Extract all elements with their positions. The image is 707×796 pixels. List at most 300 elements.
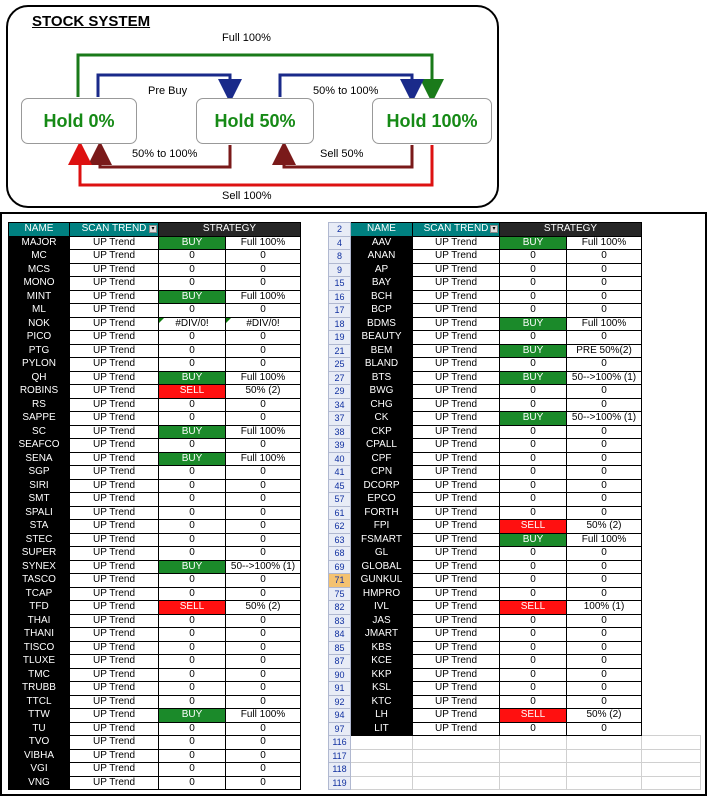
scan-trend-cell[interactable]: UP Trend [413,587,500,601]
scan-trend-cell[interactable]: UP Trend [70,695,159,709]
scan-trend-cell[interactable]: UP Trend [413,466,500,480]
strategy-cell[interactable]: 0 [226,763,301,777]
signal-cell[interactable]: 0 [159,641,226,655]
row-number[interactable]: 87 [329,655,351,669]
empty-cell[interactable] [413,763,500,777]
stock-name[interactable]: BWG [351,385,413,399]
signal-cell[interactable]: 0 [159,250,226,264]
scan-trend-cell[interactable]: UP Trend [413,344,500,358]
stock-name[interactable]: TTW [9,709,70,723]
row-number[interactable]: 4 [329,236,351,250]
signal-cell[interactable]: BUY [500,236,567,250]
signal-cell[interactable]: BUY [159,452,226,466]
empty-cell[interactable] [642,277,701,291]
signal-cell[interactable]: 0 [159,628,226,642]
empty-cell[interactable] [642,560,701,574]
scan-trend-cell[interactable]: UP Trend [413,520,500,534]
signal-cell[interactable]: 0 [500,668,567,682]
signal-cell[interactable]: SELL [159,385,226,399]
strategy-cell[interactable]: 0 [567,614,642,628]
strategy-cell[interactable]: 0 [226,398,301,412]
strategy-cell[interactable]: 0 [567,506,642,520]
strategy-cell[interactable]: 0 [226,749,301,763]
strategy-cell[interactable]: Full 100% [226,290,301,304]
stock-name[interactable]: LH [351,709,413,723]
stock-name[interactable]: SPALI [9,506,70,520]
stock-name[interactable]: BAY [351,277,413,291]
empty-cell[interactable] [642,655,701,669]
signal-cell[interactable]: 0 [500,385,567,399]
scan-trend-cell[interactable]: UP Trend [70,506,159,520]
signal-cell[interactable]: BUY [500,412,567,426]
scan-trend-cell[interactable]: UP Trend [413,506,500,520]
scan-trend-cell[interactable]: UP Trend [413,493,500,507]
empty-cell[interactable] [500,736,567,750]
stock-name[interactable]: TU [9,722,70,736]
signal-cell[interactable]: BUY [500,533,567,547]
strategy-cell[interactable]: PRE 50%(2) [567,344,642,358]
stock-name[interactable]: SIRI [9,479,70,493]
stock-name[interactable]: ANAN [351,250,413,264]
scan-trend-cell[interactable]: UP Trend [413,304,500,318]
strategy-cell[interactable]: 0 [567,641,642,655]
stock-name[interactable]: KKP [351,668,413,682]
row-number[interactable]: 117 [329,749,351,763]
scan-trend-cell[interactable]: UP Trend [70,763,159,777]
signal-cell[interactable]: BUY [159,236,226,250]
signal-cell[interactable]: 0 [159,466,226,480]
stock-name[interactable]: MCS [9,263,70,277]
signal-cell[interactable]: SELL [500,520,567,534]
signal-cell[interactable]: 0 [159,574,226,588]
signal-cell[interactable]: BUY [500,344,567,358]
stock-name[interactable]: KTC [351,695,413,709]
scan-trend-cell[interactable]: UP Trend [413,331,500,345]
strategy-cell[interactable]: 0 [226,574,301,588]
scan-trend-cell[interactable]: UP Trend [70,601,159,615]
empty-cell[interactable] [413,749,500,763]
scan-trend-cell[interactable]: UP Trend [70,236,159,250]
signal-cell[interactable]: 0 [159,547,226,561]
empty-cell[interactable] [642,290,701,304]
stock-name[interactable]: MONO [9,277,70,291]
strategy-cell[interactable]: 50% (2) [226,601,301,615]
scan-trend-cell[interactable]: UP Trend [70,776,159,790]
scan-trend-cell[interactable]: UP Trend [413,317,500,331]
scan-trend-cell[interactable]: UP Trend [70,412,159,426]
scan-trend-cell[interactable]: UP Trend [70,479,159,493]
scan-trend-cell[interactable]: UP Trend [70,398,159,412]
scan-trend-cell[interactable]: UP Trend [413,425,500,439]
empty-cell[interactable] [642,668,701,682]
stock-name[interactable]: SGP [9,466,70,480]
empty-cell[interactable] [642,682,701,696]
strategy-cell[interactable]: Full 100% [567,236,642,250]
stock-name[interactable]: TASCO [9,574,70,588]
signal-cell[interactable]: 0 [500,304,567,318]
strategy-cell[interactable]: 0 [567,250,642,264]
signal-cell[interactable]: 0 [500,277,567,291]
scan-trend-cell[interactable]: UP Trend [413,560,500,574]
row-number[interactable]: 17 [329,304,351,318]
empty-cell[interactable] [642,520,701,534]
row-number[interactable]: 8 [329,250,351,264]
scan-trend-cell[interactable]: UP Trend [413,682,500,696]
row-number[interactable]: 34 [329,398,351,412]
row-number[interactable]: 9 [329,263,351,277]
empty-cell[interactable] [642,493,701,507]
strategy-cell[interactable]: 0 [226,439,301,453]
strategy-cell[interactable]: 0 [226,344,301,358]
strategy-cell[interactable]: 50-->100% (1) [226,560,301,574]
strategy-cell[interactable]: 0 [567,547,642,561]
scan-trend-cell[interactable]: UP Trend [413,358,500,372]
empty-cell[interactable] [642,587,701,601]
empty-cell[interactable] [642,358,701,372]
stock-name[interactable]: ML [9,304,70,318]
signal-cell[interactable]: 0 [500,358,567,372]
scan-trend-cell[interactable]: UP Trend [413,277,500,291]
scan-trend-cell[interactable]: UP Trend [413,641,500,655]
scan-trend-cell[interactable]: UP Trend [70,439,159,453]
scan-trend-cell[interactable]: UP Trend [70,304,159,318]
empty-cell[interactable] [642,263,701,277]
scan-trend-cell[interactable]: UP Trend [413,614,500,628]
strategy-cell[interactable]: 0 [226,668,301,682]
strategy-cell[interactable]: 0 [567,290,642,304]
empty-cell[interactable] [642,223,701,237]
signal-cell[interactable]: 0 [500,439,567,453]
stock-name[interactable]: ROBINS [9,385,70,399]
signal-cell[interactable]: 0 [159,682,226,696]
signal-cell[interactable]: 0 [159,763,226,777]
scan-trend-cell[interactable]: UP Trend [70,628,159,642]
scan-trend-cell[interactable]: UP Trend [70,290,159,304]
scan-trend-cell[interactable]: UP Trend [413,452,500,466]
scan-trend-cell[interactable]: UP Trend [413,263,500,277]
signal-cell[interactable]: 0 [159,749,226,763]
strategy-cell[interactable]: 0 [567,304,642,318]
row-number[interactable]: 75 [329,587,351,601]
strategy-cell[interactable]: 0 [567,628,642,642]
signal-cell[interactable]: BUY [159,560,226,574]
signal-cell[interactable]: 0 [159,358,226,372]
row-number[interactable]: 38 [329,425,351,439]
empty-cell[interactable] [642,763,701,777]
scan-trend-cell[interactable]: UP Trend [70,668,159,682]
signal-cell[interactable]: 0 [500,250,567,264]
signal-cell[interactable]: 0 [159,304,226,318]
strategy-cell[interactable]: 0 [567,385,642,399]
signal-cell[interactable]: 0 [500,587,567,601]
strategy-cell[interactable]: 0 [226,533,301,547]
strategy-cell[interactable]: Full 100% [226,709,301,723]
row-number[interactable]: 84 [329,628,351,642]
signal-cell[interactable]: 0 [500,290,567,304]
scan-trend-cell[interactable]: UP Trend [413,236,500,250]
signal-cell[interactable]: 0 [159,614,226,628]
scan-trend-cell[interactable]: UP Trend [70,317,159,331]
strategy-cell[interactable]: 100% (1) [567,601,642,615]
signal-cell[interactable]: 0 [159,722,226,736]
empty-cell[interactable] [642,749,701,763]
stock-name[interactable]: TLUXE [9,655,70,669]
signal-cell[interactable]: 0 [159,655,226,669]
empty-cell[interactable] [642,425,701,439]
signal-cell[interactable]: 0 [159,493,226,507]
signal-cell[interactable]: 0 [500,695,567,709]
empty-cell[interactable] [642,614,701,628]
strategy-cell[interactable]: 0 [567,398,642,412]
row-number[interactable]: 19 [329,331,351,345]
stock-name[interactable]: TCAP [9,587,70,601]
signal-cell[interactable]: 0 [159,587,226,601]
row-number[interactable]: 37 [329,412,351,426]
scan-trend-cell[interactable]: UP Trend [413,574,500,588]
signal-cell[interactable]: 0 [500,479,567,493]
stock-name[interactable]: SYNEX [9,560,70,574]
signal-cell[interactable]: 0 [500,560,567,574]
stock-name[interactable]: BCP [351,304,413,318]
scan-trend-cell[interactable]: UP Trend [70,466,159,480]
signal-cell[interactable]: 0 [500,574,567,588]
stock-name[interactable]: GLOBAL [351,560,413,574]
scan-trend-cell[interactable]: UP Trend [413,668,500,682]
stock-name[interactable]: STA [9,520,70,534]
signal-cell[interactable]: 0 [159,533,226,547]
scan-trend-cell[interactable]: UP Trend [70,614,159,628]
scan-trend-cell[interactable]: UP Trend [413,695,500,709]
signal-cell[interactable]: 0 [159,520,226,534]
scan-trend-cell[interactable]: UP Trend [70,682,159,696]
stock-name[interactable]: VNG [9,776,70,790]
strategy-cell[interactable]: 0 [226,587,301,601]
stock-name[interactable]: BLAND [351,358,413,372]
header-scan-trend[interactable] [70,223,159,237]
row-number[interactable]: 69 [329,560,351,574]
empty-cell[interactable] [351,736,413,750]
empty-cell[interactable] [642,304,701,318]
empty-cell[interactable] [642,317,701,331]
empty-cell[interactable] [642,506,701,520]
strategy-cell[interactable]: 0 [567,493,642,507]
stock-name[interactable]: MC [9,250,70,264]
stock-name[interactable]: SUPER [9,547,70,561]
empty-cell[interactable] [642,641,701,655]
scan-trend-cell[interactable]: UP Trend [70,263,159,277]
strategy-cell[interactable]: 0 [226,358,301,372]
scan-trend-cell[interactable]: UP Trend [70,709,159,723]
stock-name[interactable]: TVO [9,736,70,750]
strategy-cell[interactable]: 50-->100% (1) [567,412,642,426]
strategy-cell[interactable]: 0 [226,628,301,642]
empty-cell[interactable] [567,776,642,790]
strategy-cell[interactable]: 0 [226,412,301,426]
signal-cell[interactable]: BUY [159,290,226,304]
strategy-cell[interactable]: Full 100% [226,236,301,250]
signal-cell[interactable]: 0 [159,695,226,709]
stock-name[interactable]: CPN [351,466,413,480]
empty-cell[interactable] [642,385,701,399]
scan-trend-cell[interactable]: UP Trend [413,722,500,736]
strategy-cell[interactable]: 0 [226,331,301,345]
strategy-cell[interactable]: 0 [567,574,642,588]
row-number[interactable]: 118 [329,763,351,777]
strategy-cell[interactable]: 50% (2) [226,385,301,399]
stock-name[interactable]: AP [351,263,413,277]
signal-cell[interactable]: 0 [500,682,567,696]
signal-cell[interactable]: 0 [159,344,226,358]
strategy-cell[interactable]: 50% (2) [567,709,642,723]
signal-cell[interactable]: 0 [159,398,226,412]
stock-name[interactable]: BTS [351,371,413,385]
signal-cell[interactable]: 0 [500,452,567,466]
strategy-cell[interactable]: 0 [226,506,301,520]
stock-name[interactable]: BEM [351,344,413,358]
strategy-cell[interactable]: 0 [226,695,301,709]
scan-trend-cell[interactable]: UP Trend [413,398,500,412]
empty-cell[interactable] [642,479,701,493]
strategy-cell[interactable]: 0 [567,560,642,574]
strategy-cell[interactable]: 0 [567,358,642,372]
strategy-cell[interactable]: 0 [567,722,642,736]
signal-cell[interactable]: 0 [500,493,567,507]
scan-trend-cell[interactable]: UP Trend [70,547,159,561]
header-strategy[interactable]: STRATEGY [159,223,301,237]
row-number[interactable]: 71 [329,574,351,588]
scan-trend-cell[interactable]: UP Trend [70,250,159,264]
empty-cell[interactable] [413,776,500,790]
row-number[interactable]: 90 [329,668,351,682]
signal-cell[interactable]: 0 [500,466,567,480]
stock-name[interactable]: CPF [351,452,413,466]
empty-cell[interactable] [642,776,701,790]
empty-cell[interactable] [642,344,701,358]
scan-trend-cell[interactable]: UP Trend [70,587,159,601]
stock-name[interactable]: THANI [9,628,70,642]
empty-cell[interactable] [642,439,701,453]
signal-cell[interactable]: 0 [159,439,226,453]
scan-trend-cell[interactable]: UP Trend [70,641,159,655]
filter-dropdown-icon[interactable]: ▾ [149,225,157,233]
stock-name[interactable]: IVL [351,601,413,615]
strategy-cell[interactable]: 0 [567,439,642,453]
scan-trend-cell[interactable]: UP Trend [70,493,159,507]
signal-cell[interactable]: 0 [159,412,226,426]
empty-cell[interactable] [642,601,701,615]
signal-cell[interactable]: 0 [500,506,567,520]
scan-trend-cell[interactable]: UP Trend [413,547,500,561]
row-number[interactable]: 97 [329,722,351,736]
strategy-cell[interactable]: 0 [226,304,301,318]
stock-name[interactable]: DCORP [351,479,413,493]
stock-name[interactable]: EPCO [351,493,413,507]
filter-dropdown-icon[interactable]: ▾ [490,225,498,233]
signal-cell[interactable]: 0 [159,479,226,493]
stock-name[interactable]: FPI [351,520,413,534]
empty-cell[interactable] [500,763,567,777]
header-strategy[interactable]: STRATEGY [500,223,642,237]
stock-name[interactable]: MINT [9,290,70,304]
strategy-cell[interactable]: Full 100% [226,371,301,385]
strategy-cell[interactable]: 0 [226,655,301,669]
stock-name[interactable]: THAI [9,614,70,628]
empty-cell[interactable] [642,398,701,412]
stock-name[interactable]: MAJOR [9,236,70,250]
strategy-cell[interactable]: 0 [567,695,642,709]
scan-trend-cell[interactable]: UP Trend [70,560,159,574]
scan-trend-cell[interactable]: UP Trend [70,385,159,399]
row-number[interactable]: 91 [329,682,351,696]
empty-cell[interactable] [413,736,500,750]
row-number[interactable]: 85 [329,641,351,655]
strategy-cell[interactable]: Full 100% [226,452,301,466]
scan-trend-cell[interactable]: UP Trend [413,290,500,304]
stock-name[interactable]: TFD [9,601,70,615]
scan-trend-cell[interactable]: UP Trend [413,250,500,264]
empty-cell[interactable] [351,763,413,777]
row-number[interactable]: 18 [329,317,351,331]
stock-name[interactable]: SMT [9,493,70,507]
empty-cell[interactable] [567,736,642,750]
signal-cell[interactable]: SELL [500,709,567,723]
scan-trend-cell[interactable]: UP Trend [413,385,500,399]
strategy-cell[interactable]: 0 [567,277,642,291]
row-number[interactable]: 83 [329,614,351,628]
strategy-cell[interactable]: Full 100% [567,533,642,547]
row-number[interactable]: 62 [329,520,351,534]
row-number[interactable]: 2 [329,223,351,237]
empty-cell[interactable] [642,412,701,426]
strategy-cell[interactable]: 0 [567,682,642,696]
empty-cell[interactable] [500,776,567,790]
strategy-cell[interactable]: 0 [226,736,301,750]
strategy-cell[interactable]: 0 [567,425,642,439]
row-number[interactable]: 21 [329,344,351,358]
signal-cell[interactable]: BUY [500,371,567,385]
strategy-cell[interactable]: 0 [226,614,301,628]
scan-trend-cell[interactable]: UP Trend [413,479,500,493]
strategy-cell[interactable]: 0 [567,466,642,480]
row-number[interactable]: 61 [329,506,351,520]
row-number[interactable]: 82 [329,601,351,615]
row-number[interactable]: 40 [329,452,351,466]
strategy-cell[interactable]: 0 [567,668,642,682]
row-number[interactable]: 119 [329,776,351,790]
row-number[interactable]: 45 [329,479,351,493]
row-number[interactable]: 92 [329,695,351,709]
row-number[interactable]: 27 [329,371,351,385]
scan-trend-cell[interactable]: UP Trend [413,412,500,426]
row-number[interactable]: 39 [329,439,351,453]
strategy-cell[interactable]: 0 [567,655,642,669]
signal-cell[interactable]: 0 [159,277,226,291]
scan-trend-cell[interactable]: UP Trend [70,749,159,763]
stock-name[interactable]: JAS [351,614,413,628]
stock-name[interactable]: AAV [351,236,413,250]
stock-name[interactable]: RS [9,398,70,412]
strategy-cell[interactable]: 0 [567,263,642,277]
row-number[interactable]: 68 [329,547,351,561]
scan-trend-cell[interactable]: UP Trend [70,331,159,345]
header-name[interactable]: NAME [9,223,70,237]
scan-trend-cell[interactable]: UP Trend [70,452,159,466]
row-number[interactable]: 41 [329,466,351,480]
signal-cell[interactable]: BUY [159,709,226,723]
strategy-cell[interactable]: 0 [226,466,301,480]
signal-cell[interactable]: 0 [159,736,226,750]
row-number[interactable]: 94 [329,709,351,723]
